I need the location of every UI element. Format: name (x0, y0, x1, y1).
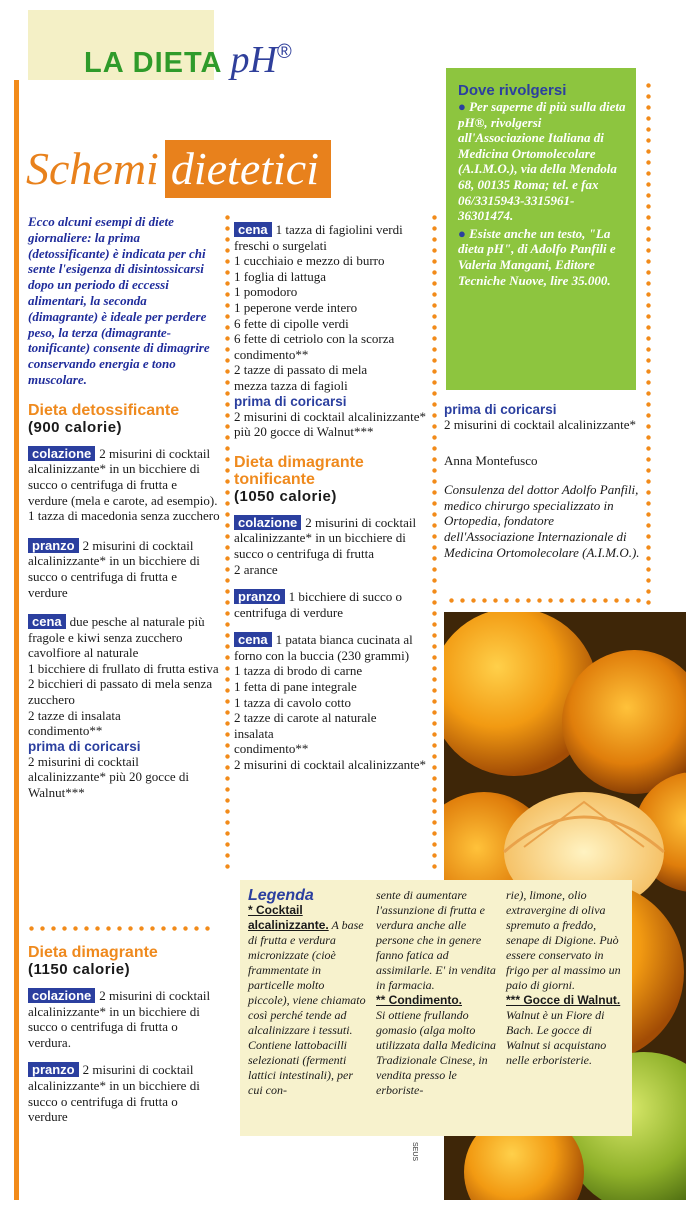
column-divider-2 (432, 212, 437, 872)
diet3-title: Dieta dimagrante tonificante (234, 453, 364, 488)
diet1-pranzo-text: 2 misurini di cocktail alcalinizzante* in un bicchiere di succo o centrifuga di frutta e verdure (28, 537, 200, 600)
column-divider-right (646, 80, 651, 610)
legend-condimento-text: Si ottiene frullando gomasio (alga molto utilizzata dalla Medicina Tradizionale Cinese, in vendita presso le erboriste- (376, 1008, 496, 1097)
diet1-cena-tag: cena (28, 614, 66, 629)
diet1-cena (28, 614, 220, 739)
intro-text: Ecco alcuni esempi di diete giornaliere: la prima (detossificante) è indicata per chi sente l'esigenza di disintossicarsi dopo un periodo di eccessi alimentari, la seconda (dimagrante) è ideale per perdere peso, la terza (dimagrante-tonificante) consente di dimagrire conservando energia e tono muscolare. (28, 214, 210, 387)
diet2-cena-tag: cena (234, 222, 272, 237)
diet3-prima-heading: prima di coricarsi (444, 402, 557, 417)
diet3-calories: (1050 calorie) (234, 487, 337, 505)
brand-title (84, 38, 293, 82)
row-divider-left (26, 926, 216, 931)
bullet-icon: ● (458, 225, 470, 241)
sidebar-bullet-1-text: Per saperne di più sulla dieta pH®, rivolgersi all'Associazione Italiana di Medicina Ortomolecolare (A.I.M.O.), via della Mendola 68, 00135 Roma; tel. e fax 06/3315943-3315961-36301474. (458, 99, 626, 224)
diet1-cena-line: 1 bicchiere di frullato di frutta estiva (28, 660, 219, 676)
legend-cocktail-heading: * Cocktail alcalinizzante. (248, 903, 329, 932)
brand-ph: pH (230, 39, 277, 81)
diet1-prima-text: 2 misurini di cocktail alcalinizzante* più 20 gocce di Walnut*** (28, 753, 189, 801)
diet1-title: Dieta detossificante (28, 401, 180, 419)
diet2-colazione (28, 988, 220, 1050)
diet2-cena-line: 1 tazza di fagiolini verdi freschi o surgelati (234, 222, 403, 253)
diet3-colazione (234, 515, 428, 577)
title-word-1: Schemi (26, 143, 159, 194)
sidebar-bullet-2 (458, 226, 626, 288)
diet1-colazione-text2: 1 tazza di macedonia senza zucchero (28, 508, 220, 524)
diet3-cena-line: 1 tazza di brodo di carne (234, 663, 363, 679)
bullet-icon: ● (458, 99, 470, 114)
diet3-cena-line: 2 tazze di carote al naturale (234, 710, 377, 726)
column-2 (234, 222, 428, 773)
diet3-colazione-text: 2 misurini di cocktail alcalinizzante* in un bicchiere di succo o centrifuga di frutta (234, 514, 417, 561)
diet1-prima-heading: prima di coricarsi (28, 738, 141, 754)
diet2-pranzo-text: 2 misurini di cocktail alcalinizzante* in un bicchiere di succo o centrifuga di frutta o verdure (28, 1062, 200, 1125)
legend-col2-text: sente di aumentare l'assunzione di frutta e verdura anche alle persone che in genere fanno fatica ad assimilarle. E' in vendita in farmacia. (376, 888, 496, 992)
diet3-pranzo-text: 1 bicchiere di succo o centrifuga di verdure (234, 589, 402, 620)
legend-cocktail-text: A base di frutta e verdura micronizzate (cioè frammentate in particelle molto piccole), viene chiamato così perché tende ad alcalinizzare i tessuti. Contiene lattobacilli selezionati (fermenti lattici intestinali), per cui con- (248, 918, 366, 1097)
diet2-title: Dieta dimagrante (28, 944, 158, 961)
diet2-cena (234, 222, 428, 394)
diet1-colazione-text: 2 misurini di cocktail alcalinizzante* in un bicchiere di succo o centrifuga di frutta e verdure (mela e carote, ad esempio). (28, 445, 218, 508)
legend-box (240, 880, 632, 1136)
author-name: Anna Montefusco (444, 452, 538, 468)
diet1-calories: (900 calorie) (28, 418, 123, 436)
legend-walnut-text: Walnut è un Fiore di Bach. Le gocce di Walnut si acquistano nelle erboristerie. (506, 1008, 607, 1067)
legend-column-1 (248, 888, 368, 1098)
legend-title: Legenda (248, 887, 314, 904)
legend-walnut-heading: *** Gocce di Walnut. (506, 993, 621, 1007)
diet2-cena-line: condimento** (234, 346, 309, 362)
sidebar-bullet-2-text: Esiste anche un testo, "La dieta pH", di Adolfo Panfili e Valeria Mangani, Editore Tecniche Nuove, lire 35.000. (458, 225, 616, 288)
diet2-cena-line: 1 cucchiaio e mezzo di burro (234, 253, 385, 269)
diet1-cena-line: 2 bicchieri di passato di mela senza zucchero (28, 676, 213, 708)
diet3-prima-text: 2 misurini di cocktail alcalinizzante* (444, 417, 637, 432)
diet1-cena-line: cavolfiore al naturale (28, 645, 139, 661)
diet1-cena-line: 2 tazze di insalata (28, 707, 121, 723)
legend-col3-text: rie), limone, olio extravergine di oliva spremuto a freddo, senape di Digione. Può essere conservato in frigo per al massimo un paio di giorni. (506, 888, 621, 992)
consulenza-note: Consulenza del dottor Adolfo Panfili, medico chirurgo specializzato in Ortopedia, fondatore dell'Associazione Internazionale di Medicina Ortomolecolare (A.I.M.O.). (444, 482, 640, 560)
diet1-colazione (28, 446, 220, 524)
sidebar-box (446, 68, 636, 390)
diet3-cena-line: 2 misurini di cocktail alcalinizzante* (234, 757, 427, 773)
column-divider-1 (225, 212, 230, 872)
diet3-cena-line: 1 patata bianca cucinata al forno con la buccia (230 grammi) (234, 632, 413, 663)
diet2-colazione-tag: colazione (28, 988, 95, 1003)
diet1-cena-line: condimento** (28, 723, 103, 739)
diet3-pranzo (234, 589, 428, 620)
diet3-cena-line: condimento** (234, 741, 309, 757)
diet2-cena-line: 1 foglia di lattuga (234, 268, 327, 284)
diet3-cena-tag: cena (234, 632, 272, 647)
diet2-pranzo-tag: pranzo (28, 1062, 79, 1077)
diet2-cena-line: 6 fette di cetriolo con la scorza (234, 331, 395, 347)
diet2-prima-heading: prima di coricarsi (234, 393, 347, 409)
row-divider-sidebar (446, 598, 646, 603)
legend-column-2 (376, 888, 496, 1098)
diet3-cena-line: 1 fetta di pane integrale (234, 679, 357, 695)
sidebar-bullet-1 (458, 99, 626, 224)
legend-condimento-heading: ** Condimento. (376, 993, 462, 1007)
diet3-colazione-tag: colazione (234, 515, 301, 530)
diet2-cena-line: 1 pomodoro (234, 284, 298, 300)
column-1 (28, 214, 220, 801)
diet2-cena-line: 2 tazze di passato di mela (234, 362, 368, 378)
diet2-colazione-text: 2 misurini di cocktail alcalinizzante* in un bicchiere di succo o centrifuga di frutta o verdura. (28, 988, 211, 1050)
diet2-cena-line: 1 peperone verde intero (234, 299, 358, 315)
diet2-calories: (1150 calorie) (28, 961, 131, 978)
diet1-pranzo-tag: pranzo (28, 538, 79, 553)
diet1-pranzo (28, 538, 220, 600)
left-orange-rule (14, 80, 19, 1200)
column-3 (444, 402, 640, 560)
diet1-cena-line: due pesche al naturale più fragole e kiwi senza zucchero (28, 614, 205, 645)
page-title (26, 140, 331, 200)
diet2-cena-line: mezza tazza di fagioli (234, 377, 348, 393)
sidebar-title: Dove rivolgersi (458, 82, 567, 99)
legend-column-3 (506, 888, 626, 1068)
brand-prefix: LA DIETA (84, 47, 222, 79)
diet3-colazione-text2: 2 arance (234, 561, 278, 577)
brand-registered-mark: ® (276, 41, 293, 63)
diet1-colazione-tag: colazione (28, 446, 95, 461)
diet3-cena-line: insalata (234, 725, 274, 741)
page-code: SEUS (411, 1142, 418, 1162)
diet2-block (28, 944, 220, 1125)
diet2-pranzo (28, 1062, 220, 1124)
diet2-prima-text: 2 misurini di cocktail alcalinizzante* più 20 gocce di Walnut*** (234, 408, 427, 440)
diet3-pranzo-tag: pranzo (234, 589, 285, 604)
diet3-cena (234, 632, 428, 772)
diet3-cena-line: 1 tazza di cavolo cotto (234, 694, 351, 710)
diet2-cena-line: 6 fette di cipolle verdi (234, 315, 349, 331)
title-word-2: dietetici (165, 140, 331, 198)
